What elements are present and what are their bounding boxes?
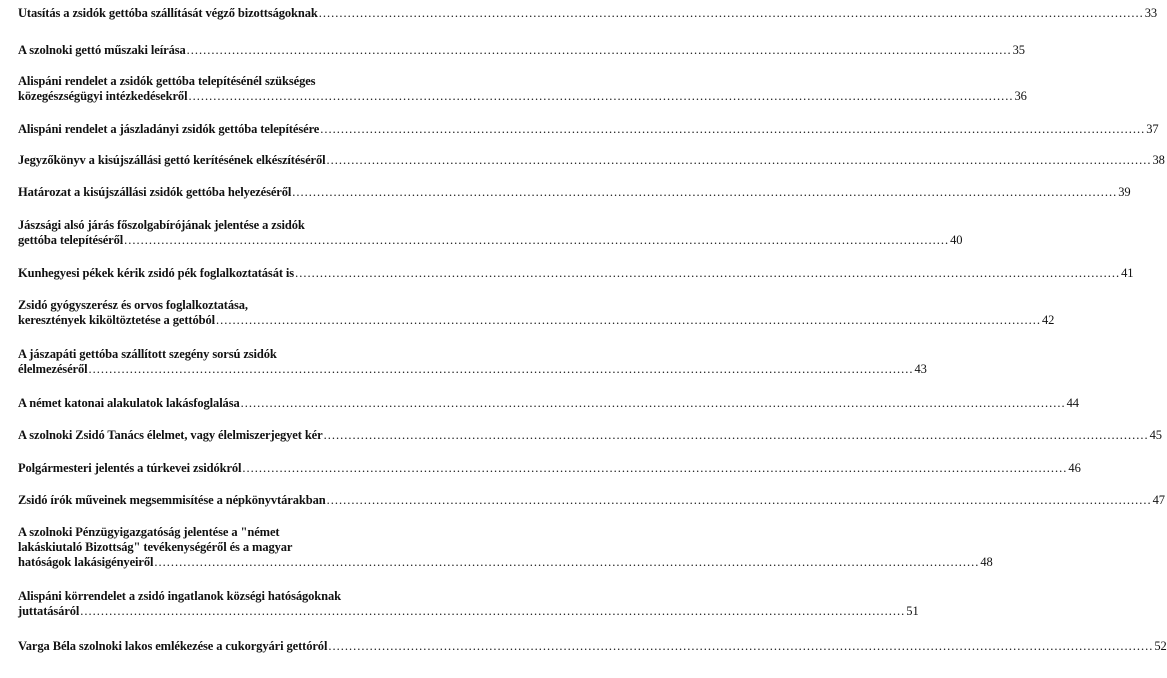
toc-entry — [18, 428, 1162, 443]
toc-entry — [18, 298, 1055, 328]
dot-leader — [241, 396, 1066, 411]
toc-entry — [18, 396, 1079, 411]
toc-entry-title: A német katonai alakulatok lakásfoglalása — [18, 396, 240, 410]
dot-leader — [80, 604, 905, 619]
toc-entry-title-continued: élelmezéséről — [18, 362, 88, 376]
dot-leader — [187, 43, 1012, 58]
dot-leader — [88, 362, 913, 377]
toc-entry — [18, 639, 1167, 654]
toc-entry-title-continued: közegészségügyi intézkedésekről — [18, 89, 188, 103]
toc-entry-title: A szolnoki Zsidó Tanács élelmet, vagy élelmiszerjegyet kér — [18, 428, 323, 442]
toc-page-number: 39 — [1118, 185, 1131, 199]
toc-entry — [18, 493, 1165, 508]
toc-page-number: 38 — [1152, 153, 1165, 167]
dot-leader — [324, 428, 1149, 443]
toc-entry — [18, 218, 963, 248]
dot-leader — [292, 185, 1117, 200]
toc-entry-title-continued: keresztények kiköltöztetése a gettóból — [18, 313, 215, 327]
toc-entry — [18, 122, 1159, 137]
toc-entry — [18, 6, 1158, 21]
toc-page-number: 51 — [906, 604, 919, 618]
toc-page-number: 46 — [1068, 461, 1081, 475]
toc-page-number: 48 — [980, 555, 993, 569]
toc-entry-title: A szolnoki gettó műszaki leírása — [18, 43, 186, 57]
toc-page-number: 40 — [950, 233, 963, 247]
toc-page-number: 47 — [1152, 493, 1165, 507]
toc-entry-title-continued: hatóságok lakásigényeiről — [18, 555, 154, 569]
toc-page-number: 35 — [1012, 43, 1025, 57]
toc-entry — [18, 461, 1081, 476]
toc-entry-title: Zsidó gyógyszerész és orvos foglalkoztatása, — [18, 298, 248, 312]
toc-page-number: 43 — [914, 362, 927, 376]
dot-leader — [319, 6, 1144, 21]
dot-leader — [328, 639, 1153, 654]
toc-entry-title: Alispáni rendelet a jászladányi zsidók gettóba telepítésére — [18, 122, 320, 136]
toc-entry — [18, 153, 1165, 168]
toc-entry-title: Zsidó írók műveinek megsemmisítése a népkönyvtárakban — [18, 493, 326, 507]
toc-entry-title: Varga Béla szolnoki lakos emlékezése a cukorgyári gettóról — [18, 639, 328, 653]
dot-leader — [295, 266, 1120, 281]
toc-entry-title-continued: juttatásáról — [18, 604, 80, 618]
toc-entry-title: Jászsági alsó járás főszolgabírójának jelentése a zsidók — [18, 218, 305, 232]
toc-entry-title: Jegyzőkönyv a kisújszállási gettó kerítésének elkészítéséről — [18, 153, 326, 167]
dot-leader — [242, 461, 1067, 476]
toc-entry — [18, 589, 919, 619]
toc-page-number: 52 — [1154, 639, 1167, 653]
dot-leader — [188, 89, 1013, 104]
toc-page-number: 41 — [1121, 266, 1134, 280]
toc-entry-title: Határozat a kisújszállási zsidók gettóba helyezéséről — [18, 185, 292, 199]
toc-entry-title: Kunhegyesi pékek kérik zsidó pék foglalkoztatását is — [18, 266, 295, 280]
toc-entry — [18, 347, 927, 377]
toc-page-number: 42 — [1041, 313, 1055, 327]
toc-entry — [18, 74, 1027, 104]
toc-entry-title-continued: gettóba telepítéséről — [18, 233, 124, 247]
toc-page-number: 45 — [1149, 428, 1162, 442]
dot-leader — [320, 122, 1145, 137]
toc-page-number: 36 — [1014, 89, 1027, 103]
toc-page-number: 44 — [1066, 396, 1079, 410]
toc-entry-title: A szolnoki Pénzügyigazgatóság jelentése a "német — [18, 525, 280, 539]
toc-entry-title: Utasítás a zsidók gettóba szállítását végző bizottságoknak — [18, 6, 318, 20]
toc-entry-title: Alispáni rendelet a zsidók gettóba telepítésénél szükséges — [18, 74, 316, 88]
dot-leader — [124, 233, 949, 248]
toc-entry — [18, 525, 993, 570]
toc-entry — [18, 43, 1025, 58]
toc-page-number: 37 — [1146, 122, 1159, 136]
dot-leader — [327, 493, 1152, 508]
toc-entry-title-continued: lakáskiutaló Bizottság" tevékenységéről és a magyar — [18, 540, 293, 554]
toc-entry-title: Alispáni körrendelet a zsidó ingatlanok községi hatóságoknak — [18, 589, 341, 603]
toc-entry — [18, 266, 1134, 281]
dot-leader — [216, 313, 1041, 328]
dot-leader — [154, 555, 979, 570]
toc-entry-title: Polgármesteri jelentés a túrkevei zsidókról — [18, 461, 242, 475]
toc-entry-title: A jászapáti gettóba szállított szegény sorsú zsidók — [18, 347, 277, 361]
toc-page-number: 33 — [1144, 6, 1158, 20]
dot-leader — [327, 153, 1152, 168]
toc-entry — [18, 185, 1131, 200]
